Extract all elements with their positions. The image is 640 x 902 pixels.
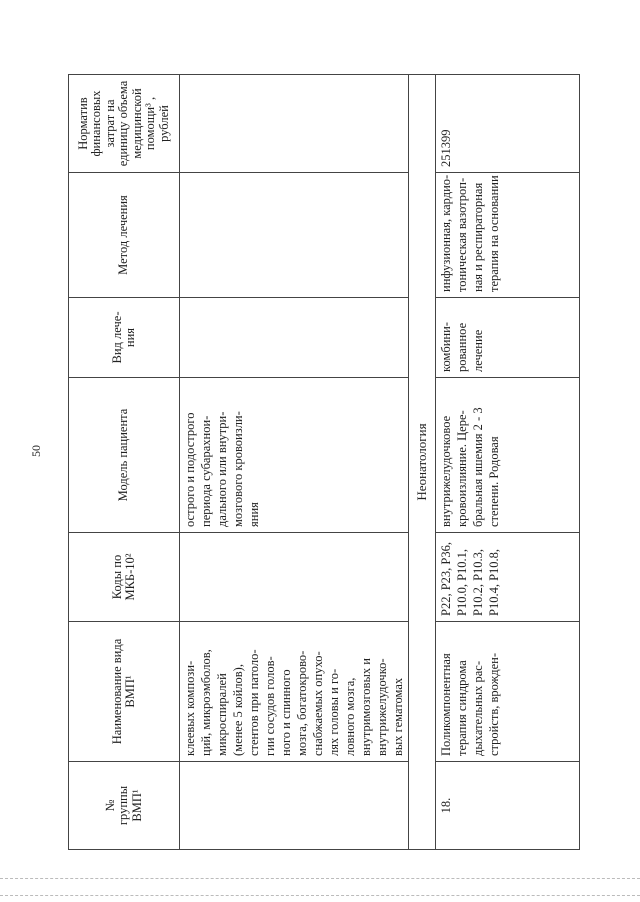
scan-edge-line	[0, 878, 640, 879]
section-title: Неонатология	[409, 75, 436, 850]
cell-model: внутрижелудочковое кровоизлияние. Цере- бральная ишемия 2 - 3 степени. Родовая	[436, 378, 580, 533]
rotated-table-area	[68, 75, 576, 850]
cell-group-no	[180, 762, 409, 850]
cell-name: Поликомпонентная терапия синдрома дыхательных рас- стройств, врожден-	[436, 622, 580, 762]
vmp-table	[68, 74, 580, 850]
cell-kind	[180, 298, 409, 378]
cell-norm: 251399	[436, 75, 580, 173]
cell-method: инфузионная, кардио- тоническая вазотроп- ная и респираторная терапия на основании	[436, 173, 580, 298]
table-header-row	[69, 75, 180, 850]
header-name: Наименование вида ВМП¹	[69, 622, 180, 762]
cell-kind: комбини- рованное лечение	[436, 298, 580, 378]
cell-group-no: 18.	[436, 762, 580, 850]
cell-model: острого и подострого периода субарахнои- дального или внутри- мозгового кровоизли- яния	[180, 378, 409, 533]
scan-edge-line	[0, 895, 640, 896]
cell-name: клеевых компози- ций, микроэмболов, микроспиралей (менее 5 койлов), стентов при патоло- гии сосудов голов- ного и спинного мозга, богатокрово- снабжаемых опухо- лях головы и го- ловного мозга, внутримозговых и внутрижелудочко- вых гематомах	[180, 622, 409, 762]
table-row	[180, 75, 409, 850]
header-norm: Норматив финансовых затрат на единицу объема медицинской помощи³ , рублей	[69, 75, 180, 173]
cell-codes	[180, 533, 409, 622]
page-number: 50	[29, 445, 43, 457]
table-row	[436, 75, 580, 850]
header-model: Модель пациента	[69, 378, 180, 533]
cell-method	[180, 173, 409, 298]
cell-norm	[180, 75, 409, 173]
header-group-no: № группы ВМП¹	[69, 762, 180, 850]
section-row	[409, 75, 436, 850]
header-method: Метод лечения	[69, 173, 180, 298]
header-kind: Вид лече- ния	[69, 298, 180, 378]
header-codes: Коды по МКБ-10²	[69, 533, 180, 622]
cell-codes: P22, P23, P36, P10.0, P10.1, P10.2, P10.3, P10.4, P10.8,	[436, 533, 580, 622]
